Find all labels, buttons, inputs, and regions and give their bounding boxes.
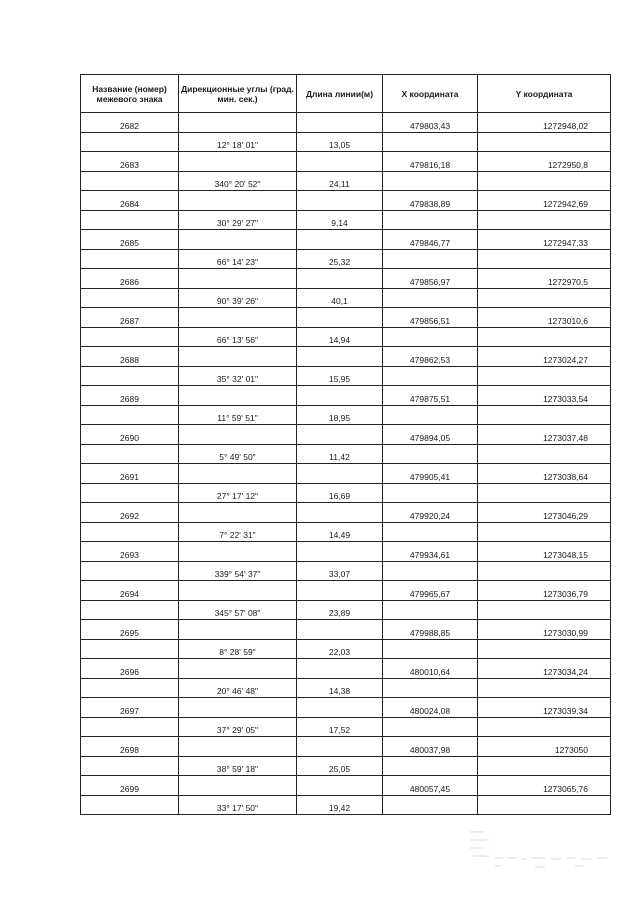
empty-cell [297, 698, 383, 718]
marker-name: 2683 [81, 152, 179, 172]
direction-angle: 345° 57' 08" [179, 600, 297, 620]
line-length: 24,11 [297, 171, 383, 191]
y-coordinate: 1273039,34 [478, 698, 611, 718]
y-coordinate: 1272942,69 [478, 191, 611, 211]
segment-row [81, 288, 611, 308]
marker-name: 2688 [81, 347, 179, 367]
x-coordinate: 479856,51 [383, 308, 478, 328]
direction-angle: 37° 29' 05" [179, 717, 297, 737]
empty-cell [297, 542, 383, 562]
empty-cell [297, 425, 383, 445]
segment-row [81, 444, 611, 464]
header-direction-angle: Дирекционные углы (град. мин. сек.) [179, 75, 297, 113]
empty-cell [383, 366, 478, 386]
header-x-coordinate: X координата [383, 75, 478, 113]
empty-cell [383, 132, 478, 152]
empty-cell [478, 132, 611, 152]
line-length: 22,03 [297, 639, 383, 659]
marker-name: 2699 [81, 776, 179, 796]
empty-cell [179, 269, 297, 289]
point-row [81, 737, 611, 757]
direction-angle: 340° 20' 52" [179, 171, 297, 191]
segment-row [81, 132, 611, 152]
line-length: 11,42 [297, 444, 383, 464]
point-row [81, 659, 611, 679]
empty-cell [81, 288, 179, 308]
segment-row [81, 600, 611, 620]
empty-cell [81, 132, 179, 152]
segment-row [81, 561, 611, 581]
empty-cell [81, 483, 179, 503]
empty-cell [179, 698, 297, 718]
empty-cell [179, 581, 297, 601]
empty-cell [297, 386, 383, 406]
y-coordinate: 1272947,33 [478, 230, 611, 250]
empty-cell [383, 483, 478, 503]
line-length: 14,38 [297, 678, 383, 698]
segment-row [81, 327, 611, 347]
empty-cell [81, 561, 179, 581]
segment-row [81, 756, 611, 776]
empty-cell [81, 171, 179, 191]
point-row [81, 152, 611, 172]
line-length: 13,05 [297, 132, 383, 152]
point-row [81, 269, 611, 289]
x-coordinate: 479846,77 [383, 230, 478, 250]
point-row [81, 698, 611, 718]
line-length: 25,05 [297, 756, 383, 776]
empty-cell [478, 288, 611, 308]
direction-angle: 66° 13' 56" [179, 327, 297, 347]
y-coordinate: 1272948,02 [478, 113, 611, 133]
empty-cell [297, 152, 383, 172]
empty-cell [383, 249, 478, 269]
header-y-coordinate: Y координата [478, 75, 611, 113]
document-page [80, 74, 610, 815]
line-length: 14,49 [297, 522, 383, 542]
empty-cell [179, 347, 297, 367]
empty-cell [383, 171, 478, 191]
empty-cell [478, 405, 611, 425]
empty-cell [478, 210, 611, 230]
line-length: 18,95 [297, 405, 383, 425]
empty-cell [179, 542, 297, 562]
direction-angle: 20° 46' 48" [179, 678, 297, 698]
direction-angle: 35° 32' 01" [179, 366, 297, 386]
y-coordinate: 1273034,24 [478, 659, 611, 679]
marker-name: 2689 [81, 386, 179, 406]
point-row [81, 191, 611, 211]
y-coordinate: 1273038,64 [478, 464, 611, 484]
direction-angle: 33° 17' 50" [179, 795, 297, 815]
x-coordinate: 480037,98 [383, 737, 478, 757]
empty-cell [297, 776, 383, 796]
marker-name: 2687 [81, 308, 179, 328]
empty-cell [81, 444, 179, 464]
marker-name: 2695 [81, 620, 179, 640]
empty-cell [179, 230, 297, 250]
x-coordinate: 479905,41 [383, 464, 478, 484]
point-row [81, 464, 611, 484]
point-row [81, 503, 611, 523]
boundary-coordinates-table [80, 74, 611, 815]
y-coordinate: 1273030,99 [478, 620, 611, 640]
empty-cell [297, 269, 383, 289]
direction-angle: 12° 18' 01" [179, 132, 297, 152]
point-row [81, 425, 611, 445]
direction-angle: 5° 49' 50" [179, 444, 297, 464]
empty-cell [179, 620, 297, 640]
empty-cell [478, 366, 611, 386]
y-coordinate: 1273048,15 [478, 542, 611, 562]
point-row [81, 113, 611, 133]
empty-cell [478, 600, 611, 620]
empty-cell [297, 230, 383, 250]
line-length: 25,32 [297, 249, 383, 269]
x-coordinate: 480010,64 [383, 659, 478, 679]
line-length: 33,07 [297, 561, 383, 581]
empty-cell [478, 444, 611, 464]
empty-cell [297, 464, 383, 484]
point-row [81, 581, 611, 601]
empty-cell [81, 522, 179, 542]
empty-cell [383, 561, 478, 581]
marker-name: 2686 [81, 269, 179, 289]
empty-cell [383, 327, 478, 347]
segment-row [81, 405, 611, 425]
empty-cell [383, 600, 478, 620]
empty-cell [478, 756, 611, 776]
empty-cell [81, 405, 179, 425]
y-coordinate: 1273010,6 [478, 308, 611, 328]
empty-cell [179, 308, 297, 328]
segment-row [81, 249, 611, 269]
direction-angle: 30° 29' 27" [179, 210, 297, 230]
line-length: 14,94 [297, 327, 383, 347]
faded-stamp [465, 826, 615, 876]
header-marker-name: Название (номер) межевого знака [81, 75, 179, 113]
y-coordinate: 1273033,54 [478, 386, 611, 406]
empty-cell [81, 639, 179, 659]
x-coordinate: 479920,24 [383, 503, 478, 523]
y-coordinate: 1273036,79 [478, 581, 611, 601]
x-coordinate: 479838,89 [383, 191, 478, 211]
point-row [81, 230, 611, 250]
x-coordinate: 479856,97 [383, 269, 478, 289]
point-row [81, 347, 611, 367]
empty-cell [179, 464, 297, 484]
direction-angle: 38° 59' 18" [179, 756, 297, 776]
y-coordinate: 1272970,5 [478, 269, 611, 289]
segment-row [81, 483, 611, 503]
empty-cell [179, 113, 297, 133]
empty-cell [297, 620, 383, 640]
segment-row [81, 210, 611, 230]
marker-name: 2690 [81, 425, 179, 445]
y-coordinate: 1273050 [478, 737, 611, 757]
marker-name: 2682 [81, 113, 179, 133]
empty-cell [383, 288, 478, 308]
x-coordinate: 479894,05 [383, 425, 478, 445]
marker-name: 2698 [81, 737, 179, 757]
empty-cell [179, 776, 297, 796]
y-coordinate: 1273037,48 [478, 425, 611, 445]
empty-cell [81, 210, 179, 230]
y-coordinate: 1273065,76 [478, 776, 611, 796]
empty-cell [478, 483, 611, 503]
empty-cell [179, 737, 297, 757]
marker-name: 2692 [81, 503, 179, 523]
empty-cell [179, 659, 297, 679]
x-coordinate: 479965,67 [383, 581, 478, 601]
x-coordinate: 479816,18 [383, 152, 478, 172]
line-length: 9,14 [297, 210, 383, 230]
empty-cell [478, 717, 611, 737]
empty-cell [179, 386, 297, 406]
marker-name: 2685 [81, 230, 179, 250]
direction-angle: 8° 28' 59" [179, 639, 297, 659]
empty-cell [179, 425, 297, 445]
direction-angle: 90° 39' 26" [179, 288, 297, 308]
empty-cell [81, 795, 179, 815]
empty-cell [297, 113, 383, 133]
point-row [81, 386, 611, 406]
empty-cell [297, 581, 383, 601]
marker-name: 2691 [81, 464, 179, 484]
table-body [81, 113, 611, 815]
empty-cell [478, 327, 611, 347]
line-length: 19,42 [297, 795, 383, 815]
empty-cell [478, 249, 611, 269]
empty-cell [81, 756, 179, 776]
empty-cell [297, 737, 383, 757]
segment-row [81, 522, 611, 542]
header-line-length: Длина линии(м) [297, 75, 383, 113]
empty-cell [383, 678, 478, 698]
empty-cell [478, 171, 611, 191]
empty-cell [179, 503, 297, 523]
empty-cell [383, 795, 478, 815]
direction-angle: 66° 14' 23" [179, 249, 297, 269]
empty-cell [383, 210, 478, 230]
line-length: 23,89 [297, 600, 383, 620]
empty-cell [383, 522, 478, 542]
segment-row [81, 366, 611, 386]
empty-cell [179, 191, 297, 211]
segment-row [81, 795, 611, 815]
point-row [81, 776, 611, 796]
point-row [81, 620, 611, 640]
x-coordinate: 480024,08 [383, 698, 478, 718]
marker-name: 2694 [81, 581, 179, 601]
x-coordinate: 480057,45 [383, 776, 478, 796]
y-coordinate: 1272950,8 [478, 152, 611, 172]
empty-cell [179, 152, 297, 172]
segment-row [81, 639, 611, 659]
y-coordinate: 1273046,29 [478, 503, 611, 523]
marker-name: 2697 [81, 698, 179, 718]
direction-angle: 7° 22' 31" [179, 522, 297, 542]
point-row [81, 542, 611, 562]
direction-angle: 27° 17' 12" [179, 483, 297, 503]
table-header-row [81, 75, 611, 113]
empty-cell [81, 366, 179, 386]
empty-cell [383, 444, 478, 464]
line-length: 40,1 [297, 288, 383, 308]
empty-cell [297, 659, 383, 679]
empty-cell [478, 795, 611, 815]
empty-cell [478, 522, 611, 542]
line-length: 15,95 [297, 366, 383, 386]
empty-cell [383, 639, 478, 659]
empty-cell [383, 756, 478, 776]
direction-angle: 11° 59' 51" [179, 405, 297, 425]
empty-cell [81, 717, 179, 737]
line-length: 16,69 [297, 483, 383, 503]
marker-name: 2693 [81, 542, 179, 562]
empty-cell [81, 327, 179, 347]
empty-cell [297, 503, 383, 523]
segment-row [81, 171, 611, 191]
empty-cell [383, 717, 478, 737]
segment-row [81, 717, 611, 737]
marker-name: 2696 [81, 659, 179, 679]
empty-cell [478, 561, 611, 581]
x-coordinate: 479988,85 [383, 620, 478, 640]
point-row [81, 308, 611, 328]
empty-cell [297, 191, 383, 211]
empty-cell [297, 347, 383, 367]
empty-cell [297, 308, 383, 328]
x-coordinate: 479934,61 [383, 542, 478, 562]
segment-row [81, 678, 611, 698]
y-coordinate: 1273024,27 [478, 347, 611, 367]
empty-cell [81, 249, 179, 269]
x-coordinate: 479862,53 [383, 347, 478, 367]
x-coordinate: 479803,43 [383, 113, 478, 133]
empty-cell [81, 600, 179, 620]
x-coordinate: 479875,51 [383, 386, 478, 406]
empty-cell [383, 405, 478, 425]
empty-cell [81, 678, 179, 698]
empty-cell [478, 639, 611, 659]
marker-name: 2684 [81, 191, 179, 211]
direction-angle: 339° 54' 37" [179, 561, 297, 581]
line-length: 17,52 [297, 717, 383, 737]
empty-cell [478, 678, 611, 698]
